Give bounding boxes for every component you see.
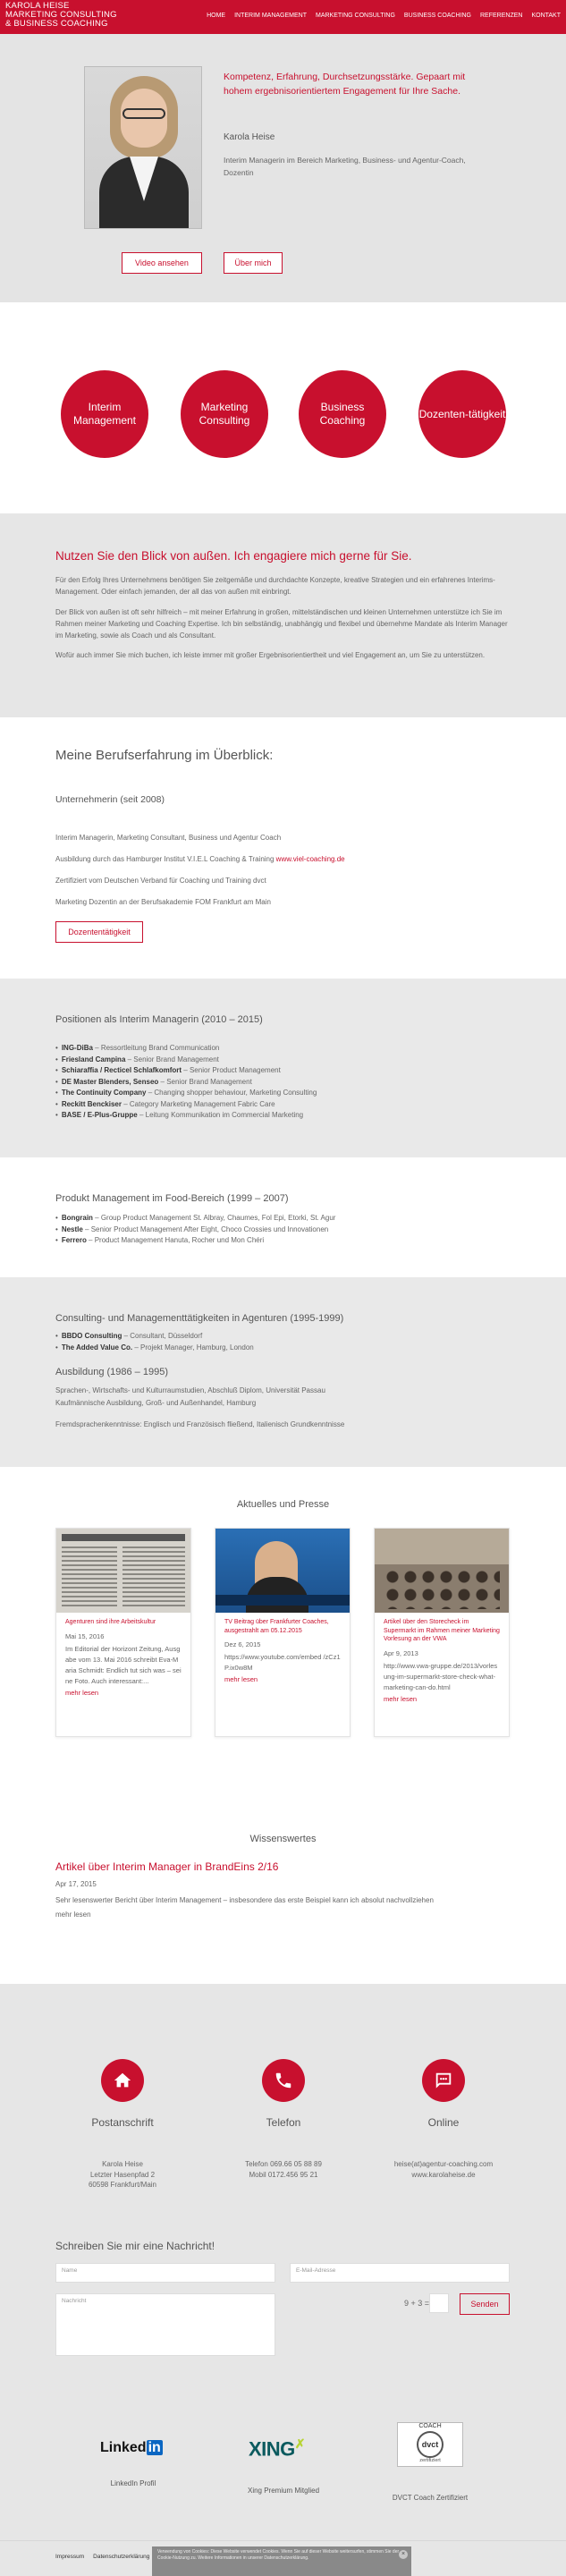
press-card-date: Dez 6, 2015 xyxy=(224,1640,261,1648)
email-field[interactable]: E-Mail-Adresse xyxy=(290,2263,510,2283)
list-item: • Reckitt Benckiser – Category Marketing Management Fabric Care xyxy=(55,1099,317,1111)
blick-title: Nutzen Sie den Blick von außen. Ich engagiere mich gerne für Sie. xyxy=(55,549,412,563)
linkedin-logo[interactable]: Linked in xyxy=(100,2440,161,2455)
form-title: Schreiben Sie mir eine Nachricht! xyxy=(55,2240,215,2252)
hero-role: Interim Managerin im Bereich Marketing, Business- und Agentur-Coach, Dozentin xyxy=(224,156,466,177)
linkedin-label: LinkedIn Profil xyxy=(110,2479,156,2487)
press-card-title[interactable]: Artikel über den Storecheck im Supermarkt im Rahmen meiner Marketing Vorlesung an der VWA xyxy=(384,1619,500,1642)
nav-marketing-consulting[interactable]: MARKETING CONSULTING xyxy=(315,13,395,19)
press-card[interactable] xyxy=(215,1528,351,1737)
experience-title: Meine Berufserfahrung im Überblick: xyxy=(55,748,274,763)
captcha-input[interactable] xyxy=(429,2293,449,2313)
press-card-excerpt: http://www.vwa-gruppe.de/2013/vorlesung-im-supermarkt-store-check-what-marketing-can-do.html xyxy=(384,1661,498,1691)
services-section xyxy=(0,302,566,513)
dvct-logo[interactable]: COACH dvct zertifiziert xyxy=(397,2422,463,2467)
list-item: • Schiaraffia / Recticel Schlafkomfort – Senior Product Management xyxy=(55,1065,317,1077)
xing-logo[interactable]: XING✗ xyxy=(249,2436,306,2461)
name-field[interactable]: Name xyxy=(55,2263,275,2283)
logo-line: & BUSINESS COACHING xyxy=(5,19,108,29)
education-line: Kaufmännische Ausbildung, Groß- und Außenhandel, Hamburg xyxy=(55,1399,257,1407)
press-card-title[interactable]: Agenturen sind ihre Arbeitskultur xyxy=(65,1619,156,1625)
article-excerpt: Sehr lesenswerter Bericht über Interim Management – insbesondere das erste Beispiel kann ich absolut nachvollziehen xyxy=(55,1896,434,1904)
press-title: Aktuelles und Presse xyxy=(236,1499,330,1510)
impressum-link[interactable]: Impressum xyxy=(55,2554,85,2560)
press-card-title[interactable]: TV Beitrag über Frankfurter Coaches, ausgestrahlt am 05.12.2015 xyxy=(224,1619,329,1634)
list-item: • DE Master Blenders, Senseo – Senior Brand Management xyxy=(55,1077,317,1089)
press-card[interactable] xyxy=(374,1528,510,1737)
experience-subtitle: Unternehmerin (seit 2008) xyxy=(55,794,165,805)
circle-dozententaetigkeit[interactable]: Dozenten-tätigkeit xyxy=(418,370,506,458)
website-link[interactable]: www.karolaheise.de xyxy=(411,2170,476,2179)
circle-business-coaching[interactable]: Business Coaching xyxy=(299,370,386,458)
experience-section xyxy=(0,717,566,979)
education-line: Sprachen-, Wirtschafts- und Kulturraumstudien, Abschluß Diplom, Universität Passau xyxy=(55,1386,325,1394)
press-card-excerpt: Im Editorial der Horizont Zeitung, Ausgabe vom 13. Mai 2016 schreibt Eva-Maria Schmidt: Endlich tut sich was – seine Foto. Auch interessant:... xyxy=(65,1644,182,1685)
agency-title: Consulting- und Managementtätigkeiten in Agenturen (1995-1999) xyxy=(55,1313,344,1324)
nav-business-coaching[interactable]: BUSINESS COACHING xyxy=(403,13,471,19)
interim-section xyxy=(0,979,566,1157)
nav-home[interactable]: HOME xyxy=(207,13,226,19)
email-link[interactable]: heise(at)agentur-coaching.com xyxy=(393,2160,494,2168)
online-contacts xyxy=(376,2159,511,2180)
contact-section xyxy=(0,1984,566,2574)
list-item: • Ferrero – Product Management Hanuta, Rocher und Mon Chéri xyxy=(55,1235,335,1247)
viel-coaching-link[interactable]: www.viel-coaching.de xyxy=(275,855,345,863)
list-item: • Friesland Campina – Senior Brand Management xyxy=(55,1055,317,1066)
xing-label: Xing Premium Mitglied xyxy=(247,2487,320,2495)
blick-paragraph: Wofür auch immer Sie mich buchen, ich leiste immer mit großer Ergebnisorientiertheit und viel Engagement an, um Sie zu unterstützen. xyxy=(55,651,486,659)
article-title[interactable]: Artikel über Interim Manager in BrandEins 2/16 xyxy=(55,1860,279,1873)
press-card-excerpt: https://www.youtube.com/embed /zCz1P.ix0w8M xyxy=(224,1653,341,1672)
education-title: Ausbildung (1986 – 1995) xyxy=(55,1367,168,1377)
list-item: • ING-DiBa – Ressortleitung Brand Communication xyxy=(55,1043,317,1055)
main-nav xyxy=(207,13,561,19)
blick-paragraph: Für den Erfolg Ihres Unternehmens benötigen Sie zeitgemäße und durchdachte Konzepte, kreative Strategien und ein erfahrenes Interims-Management. Oder einfach jemanden, der all das von außen mit einbringt. xyxy=(55,576,495,596)
article-date: Apr 17, 2015 xyxy=(55,1880,97,1888)
newspaper-image xyxy=(56,1529,190,1613)
site-header xyxy=(0,0,566,34)
interim-list xyxy=(55,1043,317,1122)
hero-section xyxy=(0,34,566,302)
interim-title: Positionen als Interim Managerin (2010 – 2015) xyxy=(55,1014,263,1025)
experience-line: Ausbildung durch das Hamburger Institut V.I.E.L Coaching & Training www.viel-coaching.de xyxy=(55,855,345,863)
dozententaetigkeit-button[interactable]: Dozententätigkeit xyxy=(55,921,143,943)
hero-name: Karola Heise xyxy=(224,132,275,142)
nav-kontakt[interactable]: KONTAKT xyxy=(531,13,561,19)
read-more-link[interactable]: mehr lesen xyxy=(224,1675,258,1683)
experience-line: Zertifiziert vom Deutschen Verband für Coaching und Training dvct xyxy=(55,877,266,885)
press-section xyxy=(0,1467,566,1791)
list-item: • The Added Value Co. – Projekt Manager, Hamburg, London xyxy=(55,1343,254,1354)
press-card-date: Apr 9, 2013 xyxy=(384,1648,418,1657)
blick-paragraph: Der Blick von außen ist oft sehr hilfreich – mit meiner Erfahrung in großen, mittelständischen und kleinen Unternehmen unterstütze ich Sie im Rahmen meiner Marketing und Coaching Expertise. Ich bin selbständig, unabhängig und flexibel und übernehme Mandate als Interim Manager im Marketing, sowie als Coach und als Consultant. xyxy=(55,608,508,640)
online-title: Online xyxy=(427,2116,460,2129)
about-button[interactable]: Über mich xyxy=(224,252,283,274)
logo-line: MARKETING CONSULTING xyxy=(5,10,117,20)
cookie-text: Verwendung von Cookies: Diese Website verwendet Cookies. Wenn Sie auf dieser Website weitersurfen, stimmen Sie der Cookie-Nutzung zu. Weitere Informationen in unserer Datenschutzerklärung. xyxy=(157,2549,400,2561)
send-button[interactable]: Senden xyxy=(460,2293,510,2315)
experience-line: Interim Managerin, Marketing Consultant, Business und Agentur Coach xyxy=(55,834,282,842)
press-card[interactable] xyxy=(55,1528,191,1737)
captcha-question: 9 + 3 = xyxy=(404,2299,430,2308)
cookie-banner xyxy=(152,2546,411,2576)
video-button[interactable]: Video ansehen xyxy=(122,252,202,274)
list-item: • BBDO Consulting – Consultant, Düsseldorf xyxy=(55,1331,254,1343)
read-more-link[interactable]: mehr lesen xyxy=(55,1911,91,1919)
site-footer xyxy=(0,2540,566,2576)
lecture-image xyxy=(375,1529,509,1613)
logo-line: KAROLA HEISE xyxy=(5,1,70,11)
press-card-date: Mai 15, 2016 xyxy=(65,1631,105,1640)
list-item: • BASE / E-Plus-Gruppe – Leitung Kommunikation im Commercial Marketing xyxy=(55,1110,317,1122)
nav-referenzen[interactable]: REFERENZEN xyxy=(480,13,523,19)
circle-interim-management[interactable]: Interim Management xyxy=(61,370,148,458)
read-more-link[interactable]: mehr lesen xyxy=(384,1694,418,1703)
food-list xyxy=(55,1213,335,1247)
tv-video-image xyxy=(215,1529,350,1613)
read-more-link[interactable]: mehr lesen xyxy=(65,1688,99,1697)
list-item: • Nestle – Senior Product Management After Eight, Choco Crossies und Innovationen xyxy=(55,1224,335,1236)
hero-tagline: Kompetenz, Erfahrung, Durchsetzungsstärke. Gepaart mit hohem ergebnisorientiertem Engagement für Ihre Sache. xyxy=(224,72,466,97)
knowledge-title: Wissenswertes xyxy=(249,1834,317,1844)
circle-marketing-consulting[interactable]: Marketing Consulting xyxy=(181,370,268,458)
dvct-label: DVCT Coach Zertifiziert xyxy=(392,2494,469,2502)
agency-list xyxy=(55,1331,254,1353)
phone-icon xyxy=(262,2059,305,2102)
list-item: • The Continuity Company – Changing shopper behaviour, Marketing Consulting xyxy=(55,1088,317,1099)
close-icon[interactable]: × xyxy=(399,2550,408,2559)
phone-title: Telefon xyxy=(266,2116,301,2129)
postal-address: Karola Heise Letzter Hasenpfad 2 60598 Frankfurt/Main xyxy=(88,2160,157,2189)
knowledge-section xyxy=(0,1791,566,1984)
privacy-link[interactable]: Datenschutzerklärung xyxy=(93,2554,150,2560)
message-field[interactable]: Nachricht xyxy=(55,2293,275,2356)
chat-icon xyxy=(422,2059,465,2102)
experience-line: Marketing Dozentin an der Berufsakademie FOM Frankfurt am Main xyxy=(55,898,271,906)
food-section xyxy=(0,1157,566,1277)
languages-line: Fremdsprachenkenntnisse: Englisch und Französisch fließend, Italienisch Grundkenntnisse xyxy=(55,1420,345,1428)
list-item: • Bongrain – Group Product Management St. Albray, Chaumes, Fol Epi, Etorki, St. Agur xyxy=(55,1213,335,1224)
postal-title: Postanschrift xyxy=(91,2116,154,2129)
site-logo[interactable] xyxy=(5,2,117,29)
home-icon xyxy=(101,2059,144,2102)
blick-section xyxy=(0,513,566,717)
phone-numbers: Telefon 069.66 05 88 89 Mobil 0172.456 95 21 xyxy=(245,2160,322,2179)
food-title: Produkt Management im Food-Bereich (1999 – 2007) xyxy=(55,1193,289,1204)
portrait-photo xyxy=(84,66,202,229)
nav-interim-management[interactable]: INTERIM MANAGEMENT xyxy=(234,13,307,19)
agency-section xyxy=(0,1277,566,1467)
